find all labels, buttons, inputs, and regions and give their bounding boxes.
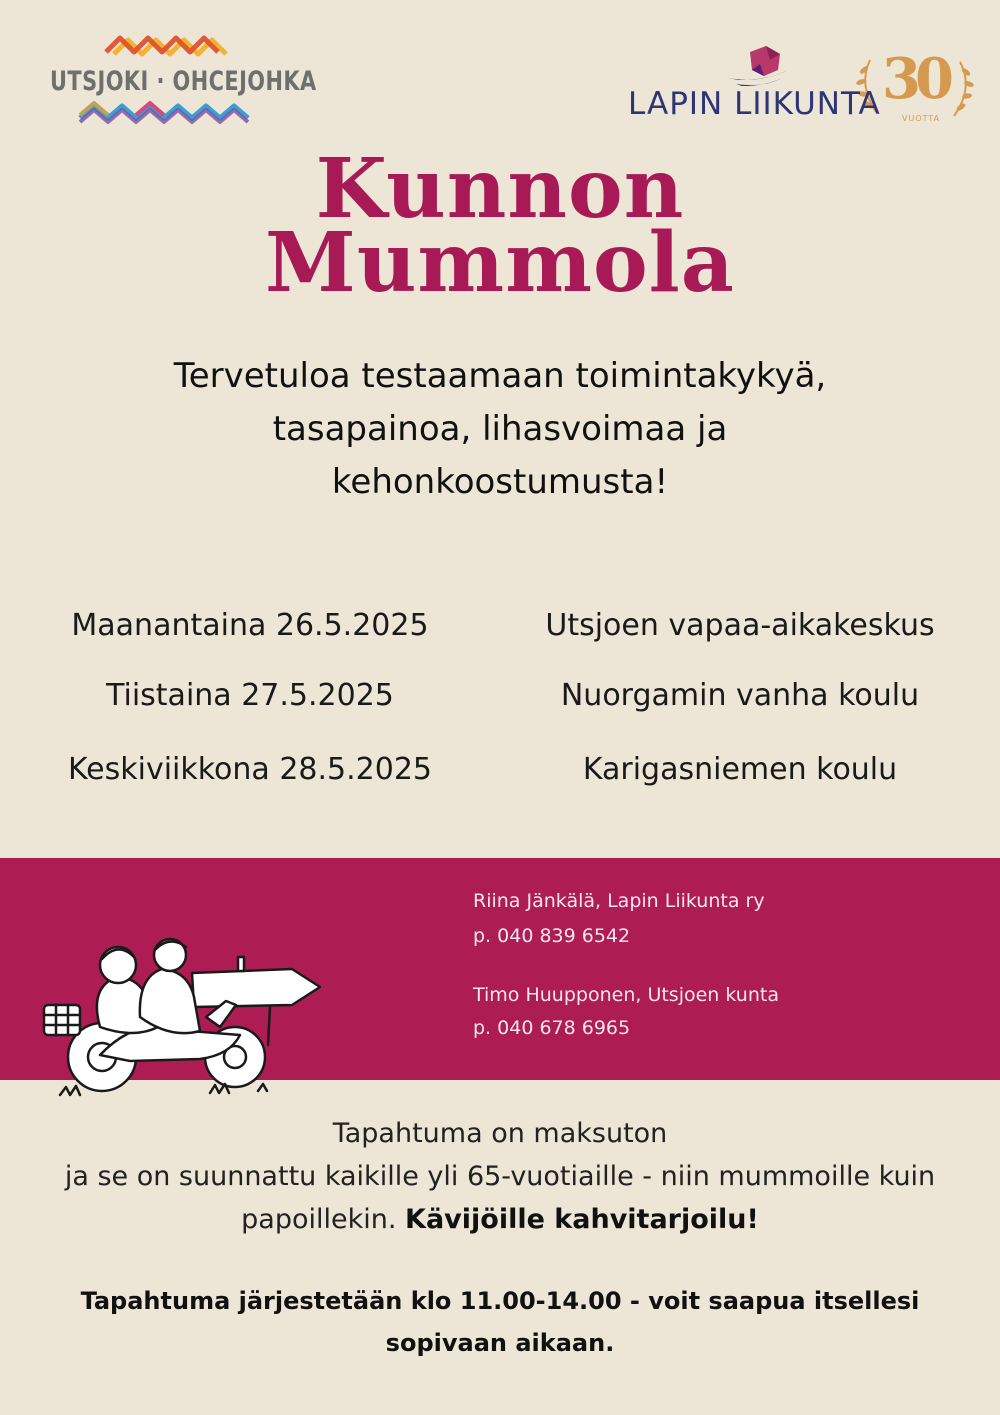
info-line-3-regular: papoillekin. — [241, 1204, 406, 1235]
info-line-2: ja se on suunnattu kaikille yli 65-vuotiaille - niin mummoille kuin — [64, 1161, 936, 1192]
contact-2-phone: p. 040 678 6965 — [473, 1017, 631, 1039]
contact-2-name: Timo Huupponen, Utsjoen kunta — [473, 984, 779, 1006]
title-line-2: Mummola — [265, 215, 735, 311]
utsjoki-logo-text: UTSJOKI · OHCEJOHKA — [50, 66, 317, 97]
intro-line-3: kehonkoostumusta! — [331, 462, 669, 502]
anniversary-word: VUOTTA — [902, 114, 941, 123]
intro-text — [80, 350, 920, 509]
utsjoki-ohcejohka-logo — [48, 30, 317, 130]
intro-line-1: Tervetuloa testaamaan toimintakykyä, — [173, 356, 827, 396]
coffee-offer-text: Kävijöille kahvitarjoilu! — [405, 1204, 759, 1235]
schedule-day-1: Maanantaina 26.5.2025 — [71, 608, 429, 643]
info-line-1: Tapahtuma on maksuton — [332, 1118, 668, 1149]
footer-line-2: sopivaan aikaan. — [385, 1329, 615, 1357]
title-line-1: Kunnon — [315, 141, 685, 237]
intro-line-2: tasapainoa, lihasvoimaa ja — [272, 409, 728, 449]
lapin-liikunta-logo-text: LAPIN LIIKUNTA — [628, 86, 881, 122]
schedule-place-2: Nuorgamin vanha koulu — [560, 678, 920, 713]
schedule-place-3: Karigasniemen koulu — [582, 752, 898, 787]
contact-1-name: Riina Jänkälä, Lapin Liikunta ry — [473, 890, 765, 912]
scooter-couple-illustration — [30, 935, 330, 1110]
event-time-note — [40, 1280, 960, 1364]
anniversary-number: 30 — [882, 46, 948, 112]
footer-line-1: Tapahtuma järjestetään klo 11.00-14.00 - voit saapua itsellesi — [80, 1287, 920, 1315]
schedule-day-3: Keskiviikkona 28.5.2025 — [67, 752, 433, 787]
info-line-3 — [30, 1198, 970, 1241]
event-info — [30, 1112, 970, 1241]
contact-1-phone: p. 040 839 6542 — [473, 925, 631, 947]
schedule-day-2: Tiistaina 27.5.2025 — [106, 678, 394, 713]
lapin-liikunta-logo — [620, 40, 980, 130]
schedule-place-1: Utsjoen vapaa-aikakeskus — [545, 608, 935, 643]
